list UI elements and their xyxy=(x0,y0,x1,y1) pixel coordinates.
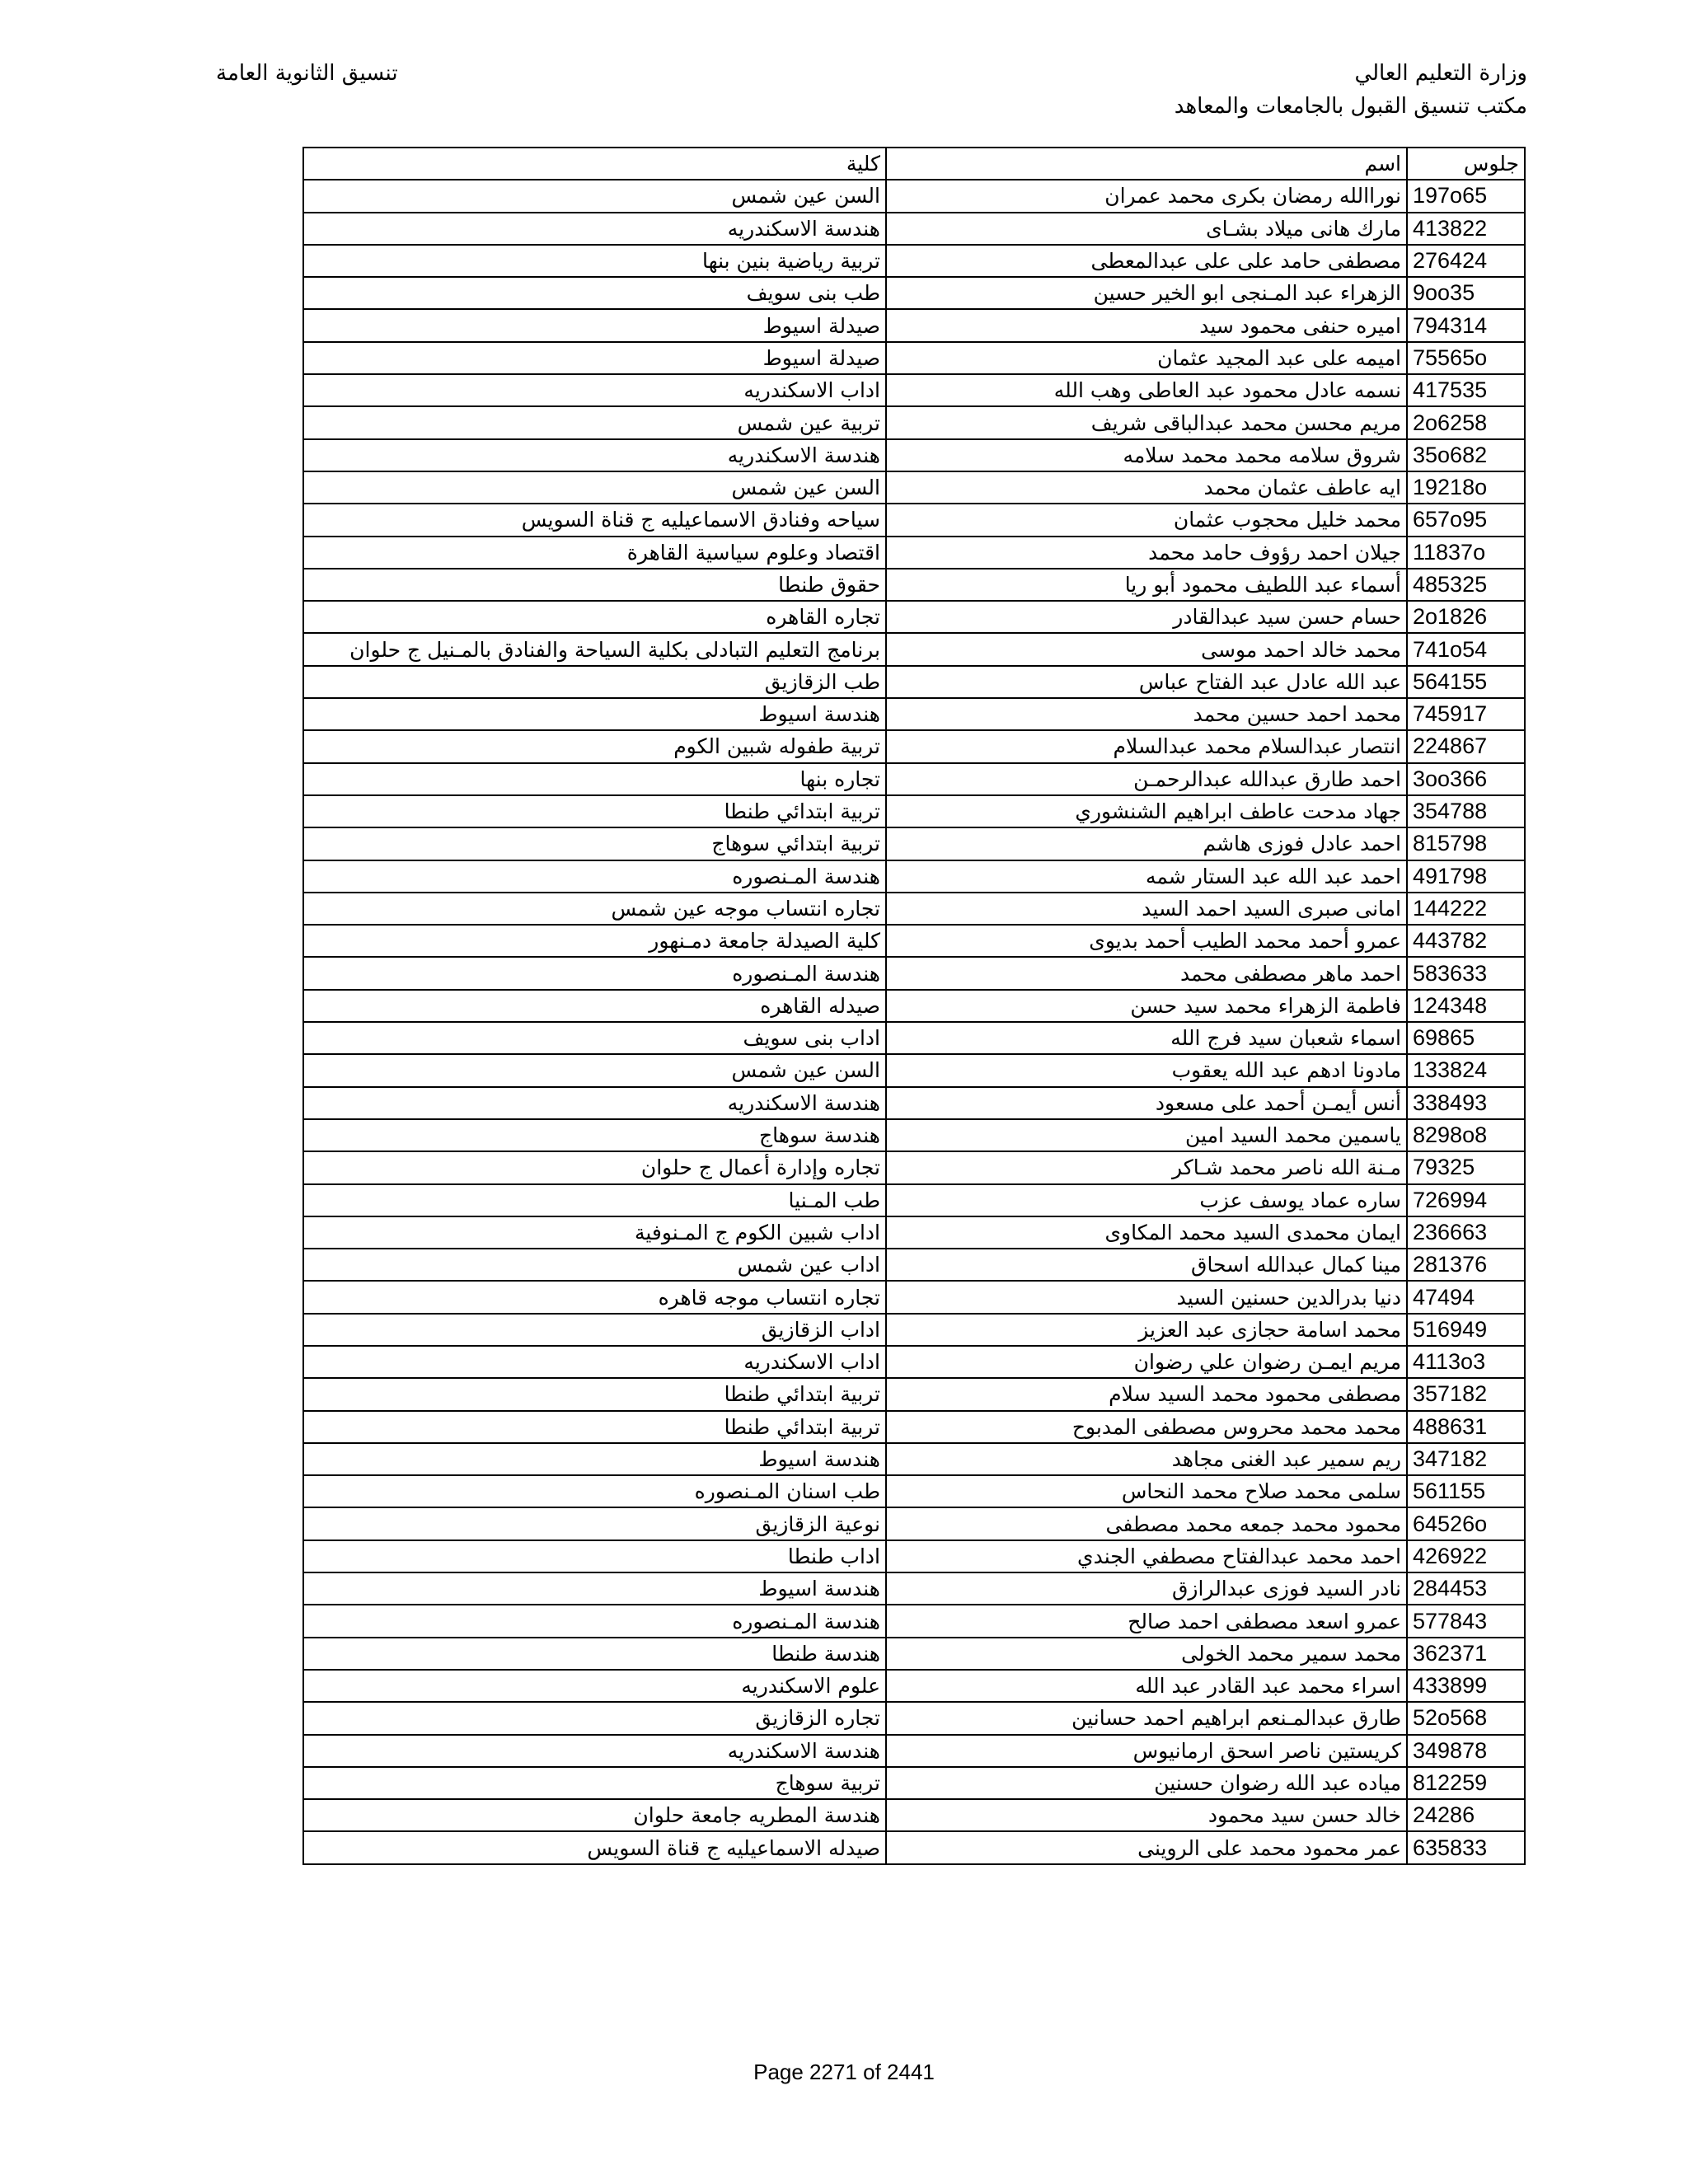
table-row xyxy=(303,569,1525,601)
college-cell: اداب شبين الكوم ج المـنوفية xyxy=(303,1216,886,1249)
student-name-cell: ايه عاطف عثمان محمد xyxy=(886,471,1407,504)
seat-number-cell: 2o1826 xyxy=(1407,601,1525,633)
seat-number-cell: 75565o xyxy=(1407,342,1525,374)
student-name-cell: عبد الله عادل عبد الفتاح عباس xyxy=(886,666,1407,698)
college-cell: نوعية الزقازيق xyxy=(303,1507,886,1540)
table-row xyxy=(303,730,1525,762)
student-name-cell: ساره عماد يوسف عزب xyxy=(886,1184,1407,1216)
college-cell: هندسة الاسكندريه xyxy=(303,1087,886,1119)
page-number: Page 2271 of 2441 xyxy=(753,2060,935,2084)
student-name-cell: سلمى محمد صلاح محمد النحاس xyxy=(886,1475,1407,1507)
student-name-cell: اسماء شعبان سيد فرج الله xyxy=(886,1022,1407,1054)
table-row xyxy=(303,342,1525,374)
seat-number-cell: 413822 xyxy=(1407,213,1525,245)
table-row xyxy=(303,633,1525,665)
seat-number-cell: 2o6258 xyxy=(1407,406,1525,438)
college-cell: تربية رياضية بنين بنها xyxy=(303,245,886,277)
seat-number-cell: 52o568 xyxy=(1407,1702,1525,1734)
seat-number-cell: 794314 xyxy=(1407,309,1525,341)
table-row xyxy=(303,860,1525,893)
college-cell: تربية عين شمس xyxy=(303,406,886,438)
student-name-cell: مياده عبد الله رضوان حسنين xyxy=(886,1767,1407,1799)
college-cell: تجاره انتساب موجه عين شمس xyxy=(303,893,886,925)
table-row xyxy=(303,1572,1525,1605)
table-row xyxy=(303,1605,1525,1637)
college-cell: طب اسنان المـنصوره xyxy=(303,1475,886,1507)
seat-number-cell: 583633 xyxy=(1407,957,1525,989)
college-cell: هندسة اسيوط xyxy=(303,1443,886,1475)
seat-number-cell: 577843 xyxy=(1407,1605,1525,1637)
admissions-table xyxy=(302,147,1526,1865)
college-cell: هندسة اسيوط xyxy=(303,1572,886,1605)
table-row xyxy=(303,990,1525,1022)
college-cell: صيدلة اسيوط xyxy=(303,342,886,374)
student-name-cell: نوراالله رمضان بكرى محمد عمران xyxy=(886,180,1407,212)
table-row xyxy=(303,245,1525,277)
header-college: كلية xyxy=(303,148,886,180)
college-cell: تربية طفوله شبين الكوم xyxy=(303,730,886,762)
table-row xyxy=(303,1087,1525,1119)
college-cell: تربية ابتدائي طنطا xyxy=(303,1378,886,1410)
student-name-cell: ياسمين محمد السيد امين xyxy=(886,1119,1407,1151)
college-cell: اداب عين شمس xyxy=(303,1249,886,1281)
student-name-cell: دنيا بدرالدين حسنين السيد xyxy=(886,1281,1407,1313)
student-name-cell: ريم سمير عبد الغنى مجاهد xyxy=(886,1443,1407,1475)
coordination-title: تنسيق الثانوية العامة xyxy=(216,61,398,86)
student-name-cell: نادر السيد فوزى عبدالرازق xyxy=(886,1572,1407,1605)
seat-number-cell: 24286 xyxy=(1407,1799,1525,1831)
table-row xyxy=(303,471,1525,504)
table-row xyxy=(303,1249,1525,1281)
college-cell: هندسة المـنصوره xyxy=(303,860,886,893)
table-row xyxy=(303,1411,1525,1443)
table-row xyxy=(303,537,1525,569)
seat-number-cell: 9oo35 xyxy=(1407,277,1525,309)
college-cell: هندسة طنطا xyxy=(303,1638,886,1670)
student-name-cell: مارك هانى ميلاد بشـاى xyxy=(886,213,1407,245)
seat-number-cell: 281376 xyxy=(1407,1249,1525,1281)
college-cell: تربية ابتدائي طنطا xyxy=(303,795,886,827)
table-row xyxy=(303,406,1525,438)
student-name-cell: انتصار عبدالسلام محمد عبدالسلام xyxy=(886,730,1407,762)
table-row xyxy=(303,1670,1525,1702)
office-title: مكتب تنسيق القبول بالجامعات والمعاهد xyxy=(1174,94,1527,119)
seat-number-cell: 417535 xyxy=(1407,374,1525,406)
seat-number-cell: 284453 xyxy=(1407,1572,1525,1605)
seat-number-cell: 4113o3 xyxy=(1407,1346,1525,1378)
student-name-cell: محمد محمد محروس مصطفى المدبوح xyxy=(886,1411,1407,1443)
seat-number-cell: 635833 xyxy=(1407,1831,1525,1863)
student-name-cell: فاطمة الزهراء محمد سيد حسن xyxy=(886,990,1407,1022)
table-row xyxy=(303,1540,1525,1572)
student-name-cell: ايمان محمدى السيد محمد المكاوى xyxy=(886,1216,1407,1249)
table-row xyxy=(303,957,1525,989)
table-row xyxy=(303,1831,1525,1863)
seat-number-cell: 133824 xyxy=(1407,1054,1525,1086)
student-name-cell: جهاد مدحت عاطف ابراهيم الشنشوري xyxy=(886,795,1407,827)
table-row xyxy=(303,1314,1525,1346)
seat-number-cell: 79325 xyxy=(1407,1151,1525,1183)
college-cell: هندسة الاسكندريه xyxy=(303,439,886,471)
seat-number-cell: 236663 xyxy=(1407,1216,1525,1249)
college-cell: اداب الاسكندريه xyxy=(303,1346,886,1378)
college-cell: السن عين شمس xyxy=(303,180,886,212)
seat-number-cell: 276424 xyxy=(1407,245,1525,277)
seat-number-cell: 3oo366 xyxy=(1407,763,1525,795)
college-cell: هندسة الاسكندريه xyxy=(303,213,886,245)
college-cell: صيدله الاسماعيليه ج قناة السويس xyxy=(303,1831,886,1863)
table-row xyxy=(303,1443,1525,1475)
student-name-cell: عمر محمود محمد على الروينى xyxy=(886,1831,1407,1863)
seat-number-cell: 347182 xyxy=(1407,1443,1525,1475)
table-row xyxy=(303,601,1525,633)
table-row xyxy=(303,925,1525,957)
student-name-cell: حسام حسن سيد عبدالقادر xyxy=(886,601,1407,633)
student-name-cell: احمد طارق عبدالله عبدالرحمـن xyxy=(886,763,1407,795)
table-row xyxy=(303,1378,1525,1410)
table-row xyxy=(303,180,1525,212)
table-row xyxy=(303,1054,1525,1086)
college-cell: اقتصاد وعلوم سياسية القاهرة xyxy=(303,537,886,569)
seat-number-cell: 726994 xyxy=(1407,1184,1525,1216)
student-name-cell: طارق عبدالمـنعم ابراهيم احمد حسانين xyxy=(886,1702,1407,1734)
student-name-cell: جيلان احمد رؤوف حامد محمد xyxy=(886,537,1407,569)
college-cell: حقوق طنطا xyxy=(303,569,886,601)
student-name-cell: محمد خليل محجوب عثمان xyxy=(886,504,1407,536)
table-row xyxy=(303,1735,1525,1767)
student-name-cell: احمد عبد الله عبد الستار شمه xyxy=(886,860,1407,893)
seat-number-cell: 443782 xyxy=(1407,925,1525,957)
table-row xyxy=(303,893,1525,925)
seat-number-cell: 197o65 xyxy=(1407,180,1525,212)
student-name-cell: اسراء محمد عبد القادر عبد الله xyxy=(886,1670,1407,1702)
seat-number-cell: 433899 xyxy=(1407,1670,1525,1702)
table-header-row xyxy=(303,148,1525,180)
student-name-cell: احمد محمد عبدالفتاح مصطفي الجندي xyxy=(886,1540,1407,1572)
college-cell: تربية ابتدائي طنطا xyxy=(303,1411,886,1443)
table-row xyxy=(303,374,1525,406)
student-name-cell: محمد احمد حسين محمد xyxy=(886,698,1407,730)
student-name-cell: اميره حنفى محمود سيد xyxy=(886,309,1407,341)
student-name-cell: اميمه على عبد المجيد عثمان xyxy=(886,342,1407,374)
seat-number-cell: 357182 xyxy=(1407,1378,1525,1410)
student-name-cell: مريم محسن محمد عبدالباقى شريف xyxy=(886,406,1407,438)
college-cell: علوم الاسكندريه xyxy=(303,1670,886,1702)
college-cell: اداب الزقازيق xyxy=(303,1314,886,1346)
college-cell: اداب بنى سويف xyxy=(303,1022,886,1054)
admissions-table-body xyxy=(303,148,1525,1864)
seat-number-cell: 69865 xyxy=(1407,1022,1525,1054)
college-cell: هندسة سوهاج xyxy=(303,1119,886,1151)
college-cell: تجاره انتساب موجه قاهره xyxy=(303,1281,886,1313)
table-row xyxy=(303,504,1525,536)
seat-number-cell: 64526o xyxy=(1407,1507,1525,1540)
seat-number-cell: 11837o xyxy=(1407,537,1525,569)
college-cell: تجاره وإدارة أعمال ج حلوان xyxy=(303,1151,886,1183)
student-name-cell: عمرو اسعد مصطفى احمد صالح xyxy=(886,1605,1407,1637)
student-name-cell: مصطفى حامد على على عبدالمعطى xyxy=(886,245,1407,277)
table-row xyxy=(303,1216,1525,1249)
table-row xyxy=(303,1767,1525,1799)
seat-number-cell: 354788 xyxy=(1407,795,1525,827)
student-name-cell: أسماء عبد اللطيف محمود أبو ريا xyxy=(886,569,1407,601)
table-row xyxy=(303,763,1525,795)
seat-number-cell: 812259 xyxy=(1407,1767,1525,1799)
seat-number-cell: 488631 xyxy=(1407,1411,1525,1443)
student-name-cell: محمود محمد جمعه محمد مصطفى xyxy=(886,1507,1407,1540)
seat-number-cell: 144222 xyxy=(1407,893,1525,925)
table-row xyxy=(303,666,1525,698)
college-cell: تربية سوهاج xyxy=(303,1767,886,1799)
seat-number-cell: 485325 xyxy=(1407,569,1525,601)
table-row xyxy=(303,795,1525,827)
table-row xyxy=(303,1346,1525,1378)
college-cell: صيدله القاهره xyxy=(303,990,886,1022)
college-cell: تجاره بنها xyxy=(303,763,886,795)
seat-number-cell: 657o95 xyxy=(1407,504,1525,536)
table-row xyxy=(303,698,1525,730)
student-name-cell: احمد ماهر مصطفى محمد xyxy=(886,957,1407,989)
college-cell: السن عين شمس xyxy=(303,471,886,504)
student-name-cell: امانى صبرى السيد احمد السيد xyxy=(886,893,1407,925)
student-name-cell: خالد حسن سيد محمود xyxy=(886,1799,1407,1831)
student-name-cell: الزهراء عبد المـنجى ابو الخير حسين xyxy=(886,277,1407,309)
student-name-cell: مادونا ادهم عبد الله يعقوب xyxy=(886,1054,1407,1086)
table-row xyxy=(303,213,1525,245)
college-cell: سياحه وفنادق الاسماعيليه ج قناة السويس xyxy=(303,504,886,536)
seat-number-cell: 338493 xyxy=(1407,1087,1525,1119)
seat-number-cell: 426922 xyxy=(1407,1540,1525,1572)
college-cell: هندسة المـنصوره xyxy=(303,957,886,989)
seat-number-cell: 745917 xyxy=(1407,698,1525,730)
student-name-cell: مينا كمال عبدالله اسحاق xyxy=(886,1249,1407,1281)
table-row xyxy=(303,1799,1525,1831)
college-cell: هندسة اسيوط xyxy=(303,698,886,730)
table-row xyxy=(303,1702,1525,1734)
student-name-cell: مصطفى محمود محمد السيد سلام xyxy=(886,1378,1407,1410)
college-cell: اداب طنطا xyxy=(303,1540,886,1572)
table-row xyxy=(303,1151,1525,1183)
college-cell: طب الزقازيق xyxy=(303,666,886,698)
student-name-cell: محمد سمير محمد الخولى xyxy=(886,1638,1407,1670)
student-name-cell: مريم ايمـن رضوان علي رضوان xyxy=(886,1346,1407,1378)
table-row xyxy=(303,1119,1525,1151)
college-cell: هندسة المـنصوره xyxy=(303,1605,886,1637)
table-row xyxy=(303,1184,1525,1216)
table-row xyxy=(303,277,1525,309)
table-row xyxy=(303,439,1525,471)
seat-number-cell: 491798 xyxy=(1407,860,1525,893)
student-name-cell: محمد اسامة حجازى عبد العزيز xyxy=(886,1314,1407,1346)
table-row xyxy=(303,1507,1525,1540)
college-cell: برنامج التعليم التبادلى بكلية السياحة والفنادق بالمـنيل ج حلوان xyxy=(303,633,886,665)
ministry-title: وزارة التعليم العالي xyxy=(1354,61,1527,86)
seat-number-cell: 47494 xyxy=(1407,1281,1525,1313)
seat-number-cell: 35o682 xyxy=(1407,439,1525,471)
table-row xyxy=(303,1022,1525,1054)
seat-number-cell: 564155 xyxy=(1407,666,1525,698)
seat-number-cell: 224867 xyxy=(1407,730,1525,762)
student-name-cell: عمرو أحمد محمد الطيب أحمد بديوى xyxy=(886,925,1407,957)
college-cell: هندسة المطريه جامعة حلوان xyxy=(303,1799,886,1831)
seat-number-cell: 8298o8 xyxy=(1407,1119,1525,1151)
college-cell: تربية ابتدائي سوهاج xyxy=(303,827,886,860)
header-name: اسم xyxy=(886,148,1407,180)
seat-number-cell: 516949 xyxy=(1407,1314,1525,1346)
student-name-cell: مـنة الله ناصر محمد شـاكر xyxy=(886,1151,1407,1183)
college-cell: هندسة الاسكندريه xyxy=(303,1735,886,1767)
college-cell: كلية الصيدلة جامعة دمـنهور xyxy=(303,925,886,957)
student-name-cell: شروق سلامه محمد محمد سلامه xyxy=(886,439,1407,471)
student-name-cell: محمد خالد احمد موسى xyxy=(886,633,1407,665)
college-cell: صيدلة اسيوط xyxy=(303,309,886,341)
college-cell: السن عين شمس xyxy=(303,1054,886,1086)
student-name-cell: احمد عادل فوزى هاشم xyxy=(886,827,1407,860)
table-row xyxy=(303,827,1525,860)
seat-number-cell: 124348 xyxy=(1407,990,1525,1022)
table-row xyxy=(303,1475,1525,1507)
seat-number-cell: 362371 xyxy=(1407,1638,1525,1670)
college-cell: تجاره القاهره xyxy=(303,601,886,633)
seat-number-cell: 815798 xyxy=(1407,827,1525,860)
college-cell: طب بنى سويف xyxy=(303,277,886,309)
college-cell: تجاره الزقازيق xyxy=(303,1702,886,1734)
table-row xyxy=(303,309,1525,341)
table-row xyxy=(303,1281,1525,1313)
header-seat: جلوس xyxy=(1407,148,1525,180)
seat-number-cell: 561155 xyxy=(1407,1475,1525,1507)
student-name-cell: نسمه عادل محمود عبد العاطى وهب الله xyxy=(886,374,1407,406)
seat-number-cell: 741o54 xyxy=(1407,633,1525,665)
student-name-cell: كريستين ناصر اسحق ارمانيوس xyxy=(886,1735,1407,1767)
college-cell: اداب الاسكندريه xyxy=(303,374,886,406)
table-row xyxy=(303,1638,1525,1670)
seat-number-cell: 349878 xyxy=(1407,1735,1525,1767)
student-name-cell: أنس أيمـن أحمد على مسعود xyxy=(886,1087,1407,1119)
seat-number-cell: 19218o xyxy=(1407,471,1525,504)
college-cell: طب المـنيا xyxy=(303,1184,886,1216)
